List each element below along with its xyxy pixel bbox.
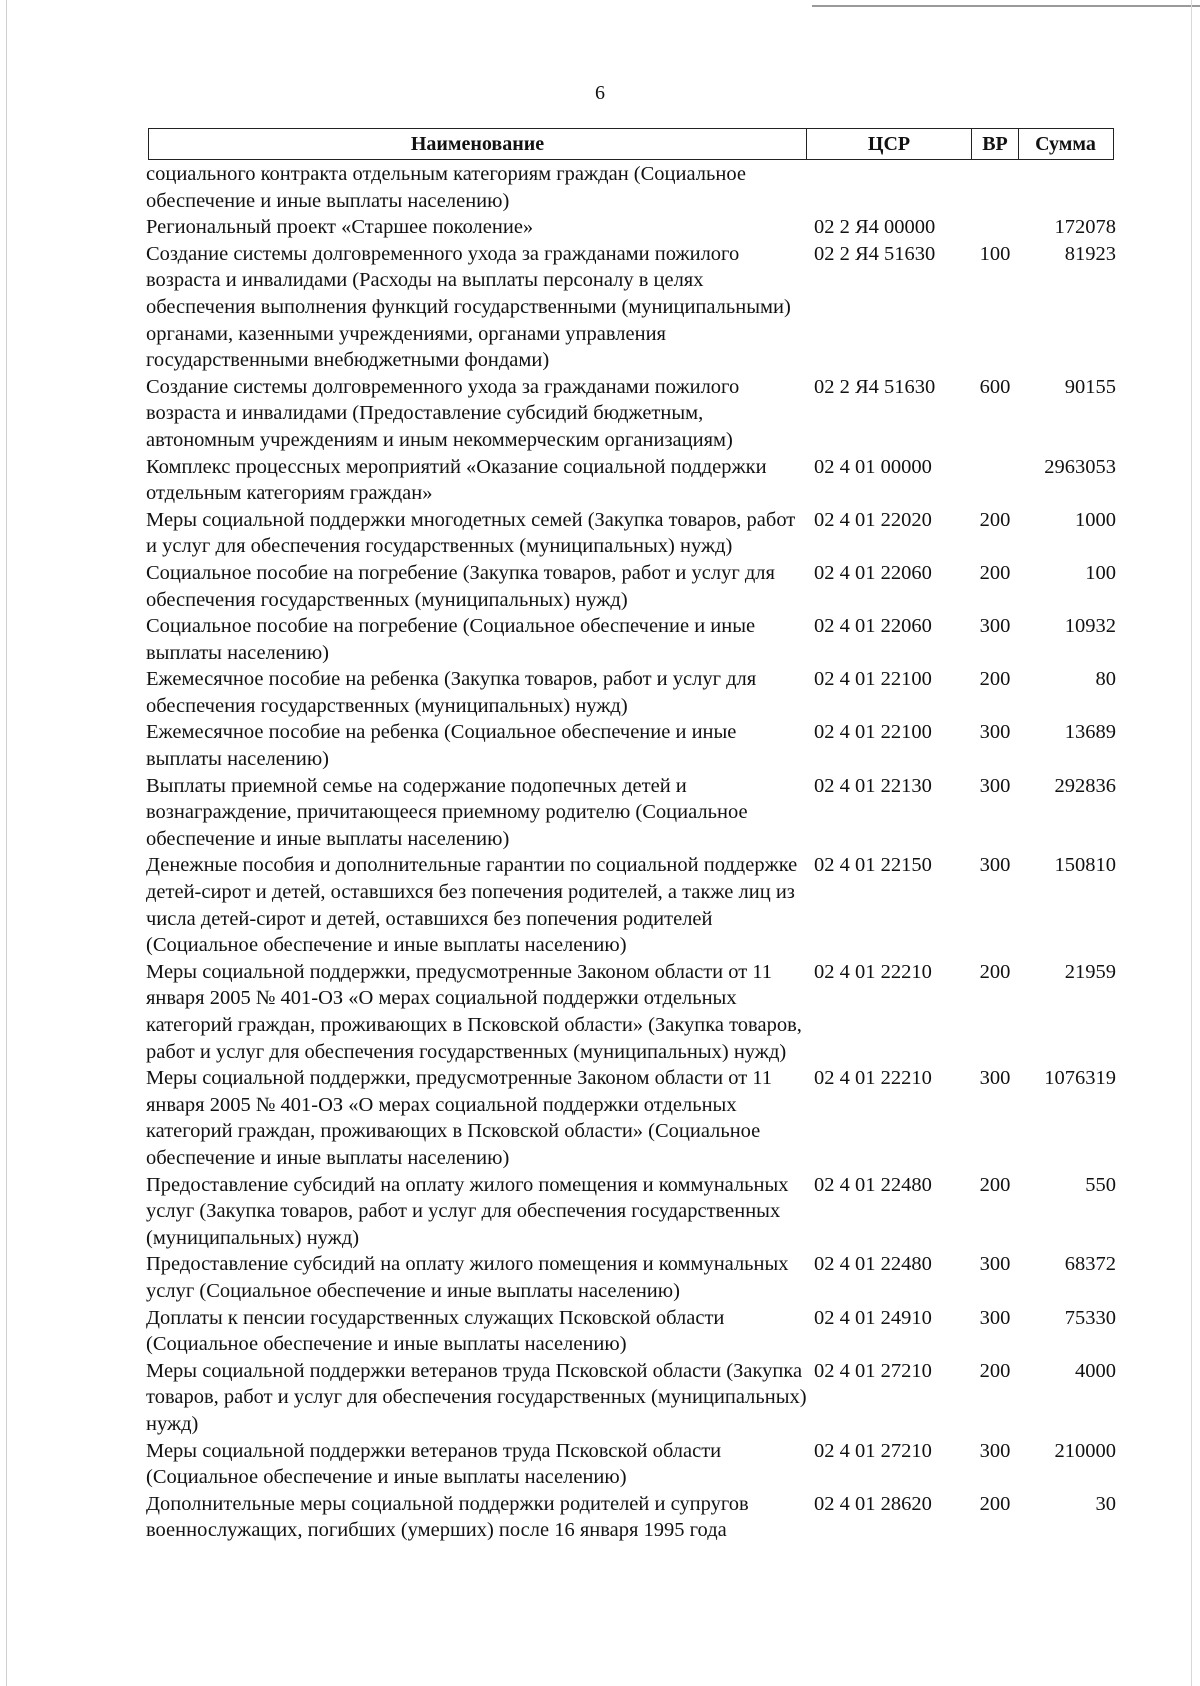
row-sum: 100 xyxy=(1085,561,1116,584)
row-name: социального контракта отдельным категориям граждан (Социальное обеспечение и иные выплаты населению) xyxy=(146,163,746,212)
row-sum: 68372 xyxy=(1064,1253,1116,1276)
row-name: Денежные пособия и дополнительные гарантии по социальной поддержке детей-сирот и детей, оставшихся без попечения родителей, а также лиц из числа детей-сирот и детей, оставшихся без попечения родителей (Социальное обеспечение и иные выплаты населению) xyxy=(146,854,798,957)
row-name: Меры социальной поддержки, предусмотренные Законом области от 11 января 2005 № 401-ОЗ «О мерах социальной поддержки отдельных категорий граждан, проживающих в Псковской области» (Закупка товаров, работ и услуг для обеспечения государственных (муниципальных) нужд) xyxy=(146,960,802,1063)
row-sum: 4000 xyxy=(1075,1359,1116,1382)
row-name: Предоставление субсидий на оплату жилого помещения и коммунальных услуг (Закупка товаров, работ и услуг для обеспечения государственных (муниципальных) нужд) xyxy=(146,1173,789,1249)
scan-edge-left xyxy=(6,0,7,1686)
row-sum: 90155 xyxy=(1064,375,1116,398)
row-csr: 02 4 01 27210 xyxy=(814,1439,932,1462)
row-sum: 550 xyxy=(1085,1173,1116,1196)
row-vr: 200 xyxy=(979,1359,1011,1382)
row-sum: 81923 xyxy=(1064,242,1116,265)
row-csr: 02 4 01 22100 xyxy=(814,668,932,691)
row-name: Создание системы долговременного ухода за гражданами пожилого возраста и инвалидами (Предоставление субсидий бюджетным, автономным учреждениям и иным некоммерческим организациям) xyxy=(146,375,740,451)
header-name: Наименование xyxy=(149,129,807,159)
table-header xyxy=(148,128,1114,160)
row-name: Предоставление субсидий на оплату жилого помещения и коммунальных услуг (Социальное обеспечение и иные выплаты населению) xyxy=(146,1253,789,1302)
table-row xyxy=(146,241,1116,374)
table-row xyxy=(146,1172,1116,1252)
table-row xyxy=(146,613,1116,666)
row-vr: 300 xyxy=(979,615,1011,638)
row-vr: 300 xyxy=(979,1067,1011,1090)
table-row xyxy=(146,1358,1116,1438)
row-csr: 02 4 01 22210 xyxy=(814,960,932,983)
row-vr: 300 xyxy=(979,721,1011,744)
row-sum: 150810 xyxy=(1054,854,1116,877)
row-vr: 200 xyxy=(979,960,1011,983)
row-name: Региональный проект «Старшее поколение» xyxy=(146,216,534,239)
row-csr: 02 2 Я4 00000 xyxy=(814,216,936,239)
table-body xyxy=(146,161,1116,1544)
row-vr: 200 xyxy=(979,1173,1011,1196)
table-row xyxy=(146,1065,1116,1171)
row-sum: 210000 xyxy=(1054,1439,1116,1462)
row-vr: 300 xyxy=(979,1439,1011,1462)
row-csr: 02 4 01 22060 xyxy=(814,561,932,584)
row-sum: 21959 xyxy=(1064,960,1116,983)
row-csr: 02 4 01 22480 xyxy=(814,1173,932,1196)
row-sum: 1000 xyxy=(1075,508,1116,531)
row-sum: 75330 xyxy=(1064,1306,1116,1329)
header-sum: Сумма xyxy=(1035,132,1096,155)
row-csr: 02 4 01 28620 xyxy=(814,1492,932,1515)
row-vr: 100 xyxy=(979,242,1011,265)
row-vr: 200 xyxy=(979,668,1011,691)
table-row xyxy=(146,1438,1116,1491)
row-vr: 300 xyxy=(979,1306,1011,1329)
header-vr: ВР xyxy=(972,129,1019,159)
table-row xyxy=(146,1305,1116,1358)
row-sum: 1076319 xyxy=(1044,1067,1116,1090)
table-row xyxy=(146,666,1116,719)
table-row xyxy=(146,773,1116,853)
row-vr: 200 xyxy=(979,508,1011,531)
row-name: Меры социальной поддержки многодетных семей (Закупка товаров, работ и услуг для обеспечения государственных (муниципальных) нужд) xyxy=(146,508,796,558)
table-row xyxy=(146,214,1116,241)
table-row xyxy=(146,454,1116,507)
row-sum xyxy=(1026,161,1116,214)
row-name: Выплаты приемной семье на содержание подопечных детей и вознаграждение, причитающееся приемному родителю (Социальное обеспечение и иные выплаты населению) xyxy=(146,774,748,850)
row-csr: 02 4 01 22130 xyxy=(814,774,932,797)
table-row xyxy=(146,1251,1116,1304)
row-vr xyxy=(964,214,1026,241)
row-csr: 02 4 01 24910 xyxy=(814,1306,932,1329)
row-name: Социальное пособие на погребение (Закупка товаров, работ и услуг для обеспечения государственных (муниципальных) нужд) xyxy=(146,561,775,611)
row-name: Ежемесячное пособие на ребенка (Социальное обеспечение и иные выплаты населению) xyxy=(146,721,737,771)
row-csr: 02 4 01 22150 xyxy=(814,854,932,877)
row-vr xyxy=(964,161,1026,214)
row-name: Ежемесячное пособие на ребенка (Закупка товаров, работ и услуг для обеспечения государственных (муниципальных) нужд) xyxy=(146,668,757,717)
table-row xyxy=(146,1491,1116,1544)
header-csr: ЦСР xyxy=(807,129,972,159)
row-csr: 02 4 01 22020 xyxy=(814,508,932,531)
table-row xyxy=(146,507,1116,560)
row-name: Создание системы долговременного ухода за гражданами пожилого возраста и инвалидами (Расходы на выплаты персоналу в целях обеспечения выполнения функций государственными (муниципальными) органами, казенными учреждениями, органами управления государственными внебюджетными фондами) xyxy=(146,242,791,372)
row-name: Дополнительные меры социальной поддержки родителей и супругов военнослужащих, погибших (умерших) после 16 января 1995 года xyxy=(146,1492,749,1542)
table-row xyxy=(146,161,1116,214)
table-row xyxy=(146,959,1116,1065)
row-vr: 300 xyxy=(979,774,1011,797)
row-sum: 10932 xyxy=(1064,615,1116,638)
scan-edge-right xyxy=(1191,0,1192,1686)
row-sum: 292836 xyxy=(1054,774,1116,797)
row-vr: 200 xyxy=(979,561,1011,584)
row-vr: 600 xyxy=(979,375,1011,398)
row-sum: 30 xyxy=(1095,1492,1116,1515)
scan-edge-top xyxy=(812,5,1200,7)
table-row xyxy=(146,560,1116,613)
row-csr: 02 4 01 22100 xyxy=(814,721,932,744)
table-row xyxy=(146,374,1116,454)
row-sum: 80 xyxy=(1095,668,1116,691)
row-vr: 300 xyxy=(979,854,1011,877)
row-name: Комплекс процессных мероприятий «Оказание социальной поддержки отдельным категориям граждан» xyxy=(146,455,767,505)
row-csr xyxy=(808,161,964,214)
row-name: Доплаты к пенсии государственных служащих Псковской области (Социальное обеспечение и иные выплаты населению) xyxy=(146,1306,725,1356)
row-name: Меры социальной поддержки ветеранов труда Псковской области (Социальное обеспечение и иные выплаты населению) xyxy=(146,1439,722,1489)
row-sum: 13689 xyxy=(1064,721,1116,744)
table-row xyxy=(146,719,1116,772)
row-csr: 02 2 Я4 51630 xyxy=(814,242,936,265)
table-row xyxy=(146,852,1116,958)
row-csr: 02 4 01 27210 xyxy=(814,1359,932,1382)
row-sum: 2963053 xyxy=(1044,455,1116,478)
row-vr: 200 xyxy=(979,1492,1011,1515)
row-vr xyxy=(964,454,1026,507)
row-csr: 02 4 01 22210 xyxy=(814,1067,932,1090)
row-csr: 02 4 01 22480 xyxy=(814,1253,932,1276)
page-number: 6 xyxy=(595,82,605,104)
row-csr: 02 4 01 22060 xyxy=(814,615,932,638)
row-name: Социальное пособие на погребение (Социальное обеспечение и иные выплаты населению) xyxy=(146,615,756,664)
row-name: Меры социальной поддержки, предусмотренные Законом области от 11 января 2005 № 401-ОЗ «О мерах социальной поддержки отдельных категорий граждан, проживающих в Псковской области» (Социальное обеспечение и иные выплаты населению) xyxy=(146,1067,773,1169)
row-name: Меры социальной поддержки ветеранов труда Псковской области (Закупка товаров, работ и услуг для обеспечения государственных (муниципальных) нужд) xyxy=(146,1359,807,1435)
row-vr: 300 xyxy=(979,1253,1011,1276)
row-csr: 02 2 Я4 51630 xyxy=(814,375,936,398)
row-csr: 02 4 01 00000 xyxy=(814,455,932,478)
row-sum: 172078 xyxy=(1054,216,1116,239)
